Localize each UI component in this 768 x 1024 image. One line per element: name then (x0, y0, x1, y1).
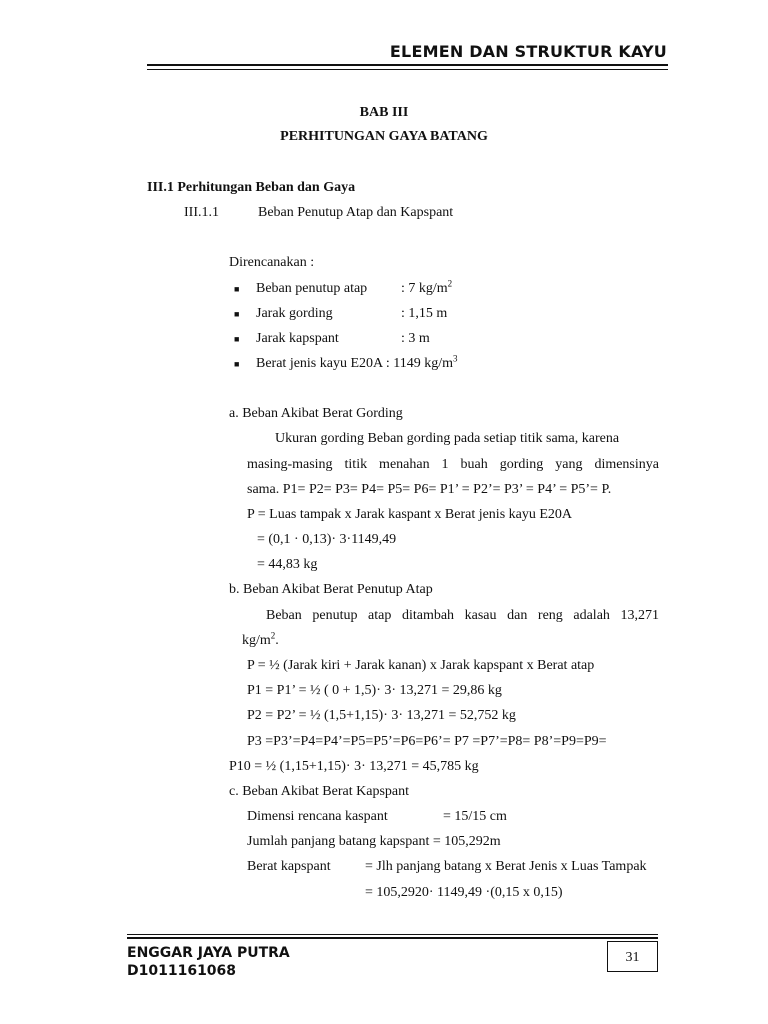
footer-rule-thin (127, 934, 658, 935)
part-c-value: = Jlh panjang batang x Berat Jenis x Luas Tampak (365, 859, 647, 874)
part-c-line: Jumlah panjang batang kapspant = 105,292m (247, 834, 501, 849)
part-b-formula: P10 = ½ (1,15+1,15)· 3· 13,271 = 45,785 kg (229, 759, 479, 774)
part-b-title: b. Beban Akibat Berat Penutup Atap (229, 582, 433, 597)
part-b-formula: P3 =P3’=P4=P4’=P5=P5’=P6=P6’= P7 =P7’=P8= P8’=P9=P9= (247, 734, 607, 749)
planned-item-name: Berat jenis kayu E20A : 1149 $kg/m^3$ (256, 353, 458, 371)
part-b-formula: P2 = P2’ = ½ (1,5+1,15)· 3· 13,271 = 52,752 kg (247, 708, 516, 723)
part-b-formula: P1 = P1’ = ½ ( 0 + 1,5)· 3· 13,271 = 29,86 kg (247, 683, 502, 698)
bullet-icon: ■ (234, 284, 240, 294)
bullet-icon: ■ (234, 309, 240, 319)
footer-rule-thick (127, 937, 658, 939)
planned-item-value: : 3 m (401, 331, 430, 346)
page-number: 31 (607, 941, 658, 972)
chapter-title: PERHITUNGAN GAYA BATANG (280, 129, 488, 144)
header-rule-thin (147, 69, 668, 70)
part-a-formula: P = Luas tampak x Jarak kaspant x Berat jenis kayu E20A (247, 507, 573, 522)
planned-item-name: Jarak kapspant (256, 331, 339, 346)
part-a-title: a. Beban Akibat Berat Gording (229, 406, 403, 421)
section-heading: III.1 Perhitungan Beban dan Gaya (147, 180, 356, 195)
part-a-paragraph: masing-masing titik menahan 1 buah gording yang dimensinya (247, 457, 659, 472)
part-c-label: Berat kapspant (247, 859, 331, 874)
part-b-paragraph: $kg/m^2$. (242, 630, 279, 648)
header-title: ELEMEN DAN STRUKTUR KAYU (389, 42, 667, 61)
planned-item-value: : 1,15 m (401, 306, 448, 321)
header-rule-thick (147, 64, 668, 66)
part-a-formula: = (0,1 · 0,13)· 3·1149,49 (257, 532, 397, 547)
planned-item-name: Beban penutup atap (256, 281, 368, 296)
part-c-value: = 15/15 cm (443, 809, 507, 824)
bullet-icon: ■ (234, 334, 240, 344)
part-c-formula: = 105,2920· 1149,49 ·(0,15 x 0,15) (365, 885, 563, 900)
planned-label: Direncanakan : (229, 255, 315, 270)
part-b-paragraph: Beban penutup atap ditambah kasau dan reng adalah 13,271 (266, 608, 659, 623)
bullet-icon: ■ (234, 359, 240, 369)
part-a-paragraph: sama. P1= P2= P3= P4= P5= P6= P1’ = P2’= P3’ = P4’ = P5’= P. (247, 482, 612, 497)
chapter-number: BAB III (359, 105, 409, 120)
subsection-number: III.1.1 (184, 205, 219, 220)
part-a-paragraph: Ukuran gording Beban gording pada setiap titik sama, karena (275, 431, 620, 446)
subsection-title: Beban Penutup Atap dan Kapspant (258, 205, 454, 220)
footer-author: ENGGAR JAYA PUTRA (127, 945, 290, 961)
planned-item-name: Jarak gording (256, 306, 333, 321)
part-b-formula: P = ½ (Jarak kiri + Jarak kanan) x Jarak kapspant x Berat atap (247, 658, 595, 673)
planned-item-value: : 7 $kg/m^2$ (401, 278, 453, 296)
part-c-title: c. Beban Akibat Berat Kapspant (229, 784, 410, 799)
part-c-label: Dimensi rencana kaspant (247, 809, 388, 824)
footer-id: D1011161068 (127, 963, 237, 979)
part-a-result: = 44,83 kg (257, 557, 318, 572)
